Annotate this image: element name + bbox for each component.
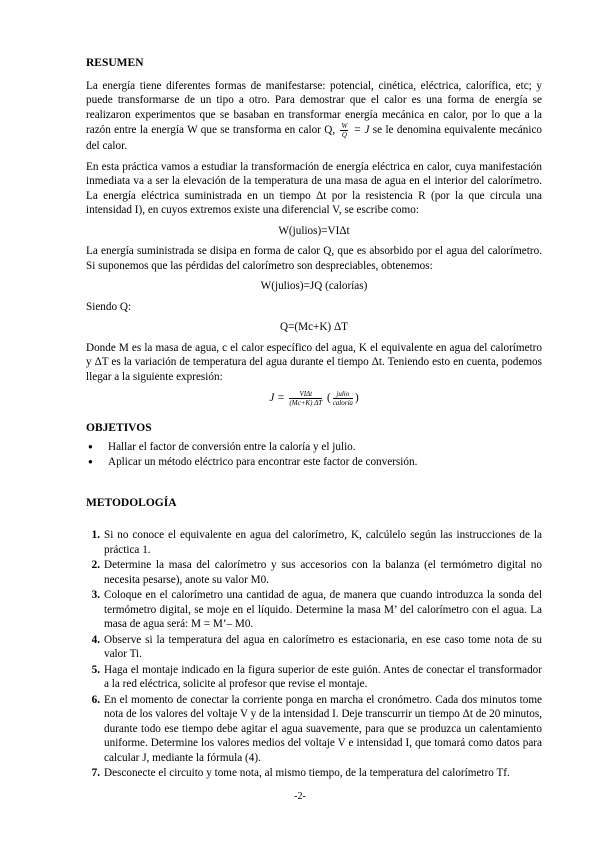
heading-resumen: RESUMEN xyxy=(86,57,144,69)
list-item: ● Aplicar un método eléctrico para encontrar este factor de conversión. xyxy=(86,455,542,470)
eq-j-fraction: $\frac{\text{VIΔt}}{(Mc+K) \Delta T}$ xyxy=(289,390,323,407)
heading-objetivos: OBJETIVOS xyxy=(86,422,152,434)
intro-tail: se le denomina equivalente mecánico del calor. xyxy=(86,124,543,152)
list-item: 4. Observe si la temperatura del agua en calorímetro es estacionaria, en ese caso tome nota de su valor Ti. xyxy=(91,633,542,660)
paragraph-donde: Donde M es la masa de agua, c el calor específico del agua, K el equivalente en agua del calorímetro y ΔT es la variación de temperatura del agua durante el tiempo Δt. Teniendo esto en cuenta, podemos llegar a la siguiente expresión: xyxy=(86,341,542,383)
list-item: 7. Desconecte el circuito y tome nota, al mismo tiempo, de la temperatura del calorímetro Tf. xyxy=(91,767,510,779)
paragraph-dissipation: La energía suministrada se disipa en forma de calor Q, que es absorbido por el agua del calorímetro. Si suponemos que las pérdidas del calorímetro son despreciables, obtenemos: xyxy=(86,245,542,272)
eq-j-unit: $\frac{\text{julio}}{\text{caloría}}$ xyxy=(332,390,353,407)
paragraph-intro xyxy=(86,79,542,154)
equation-heat: W(julios)=JQ (calorías) xyxy=(260,280,368,292)
fraction-w-over-q: $\frac{W}{Q}$ xyxy=(341,122,348,139)
equation-energy: W(julios)=VIΔt xyxy=(278,224,350,237)
paragraph-practice: En esta práctica vamos a estudiar la transformación de energía eléctrica en calor, cuya manifestación inmediata va a ser la elevación de la temperatura de una masa de agua en el interior del calorímetro. La energía eléctrica suministrada en un tiempo Δt por la resistencia R (por la que circula una intensidad I), en cuyos extremos existe una diferencial V, se escribe como: xyxy=(86,160,542,216)
equals-j: = J xyxy=(353,124,370,137)
list-item: 6. En el momento de conectar la corriente ponga en marcha el cronómetro. Cada dos minutos tome nota de los valores del voltaje V y de la intensidad I. Deje transcurrir un tiempo Δt de 20 minutos, durante todo ese tiempo debe agitar el agua suavemente, para que se produzca un calentamiento uniforme. Determine los valores medios del voltaje V e intensidad I, que tomará como datos para calcular J, mediante la fórmula (4). xyxy=(91,693,542,764)
list-item: 5. Haga el montaje indicado en la figura superior de este guión. Antes de conectar el transformador a la red eléctrica, solicite al profesor que revise el montaje. xyxy=(91,663,542,690)
intro-text: La energía tiene diferentes formas de manifestarse: potencial, cinética, eléctrica, calorífica, etc; y puede transformarse de un tipo a otro. Para demostrar que el calor es una forma de energía se realizaron experimentos que se basaban en transformar energía mecánica en calor, por lo que a la razón entre la energía W que se transforma en calor Q, xyxy=(86,79,542,137)
document-page xyxy=(86,56,542,782)
list-item: 2. Determine la masa del calorímetro y sus accesorios con la balanza (el termómetro digital no necesita pesarse), anote su valor M0. xyxy=(91,559,542,586)
section-resumen xyxy=(86,56,542,407)
paragraph-siendo: Siendo Q: xyxy=(86,300,132,313)
list-item: ● Hallar el factor de conversión entre la caloría y el julio. xyxy=(86,440,542,455)
list-item: 3. Coloque en el calorímetro una cantidad de agua, de manera que cuando introduzca la sonda del termómetro digital, se moje en el líquido. Determine la masa M’ del calorímetro con el agua. La masa de agua será: M = M’– M0. xyxy=(91,589,542,630)
list-item: 1. Si no conoce el equivalente en agua del calorímetro, K, calcúlelo según las instrucciones de la práctica 1. xyxy=(91,529,542,556)
page-number: -2- xyxy=(294,791,306,802)
steps-list xyxy=(86,528,542,781)
objectives-list xyxy=(86,440,542,470)
eq-j-lhs: J = xyxy=(269,392,285,405)
equation-j: J = $\frac{\text{VIΔt}}{(Mc+K) \Delta T}$ ( $\frac{\text{julio}}{\text{caloría}}$ ) xyxy=(269,390,359,407)
equation-q: Q=(Mc+K) ΔT xyxy=(280,321,348,333)
heading-metodologia: METODOLOGÍA xyxy=(86,496,177,509)
section-metodologia xyxy=(86,496,542,781)
section-objetivos xyxy=(86,421,542,470)
